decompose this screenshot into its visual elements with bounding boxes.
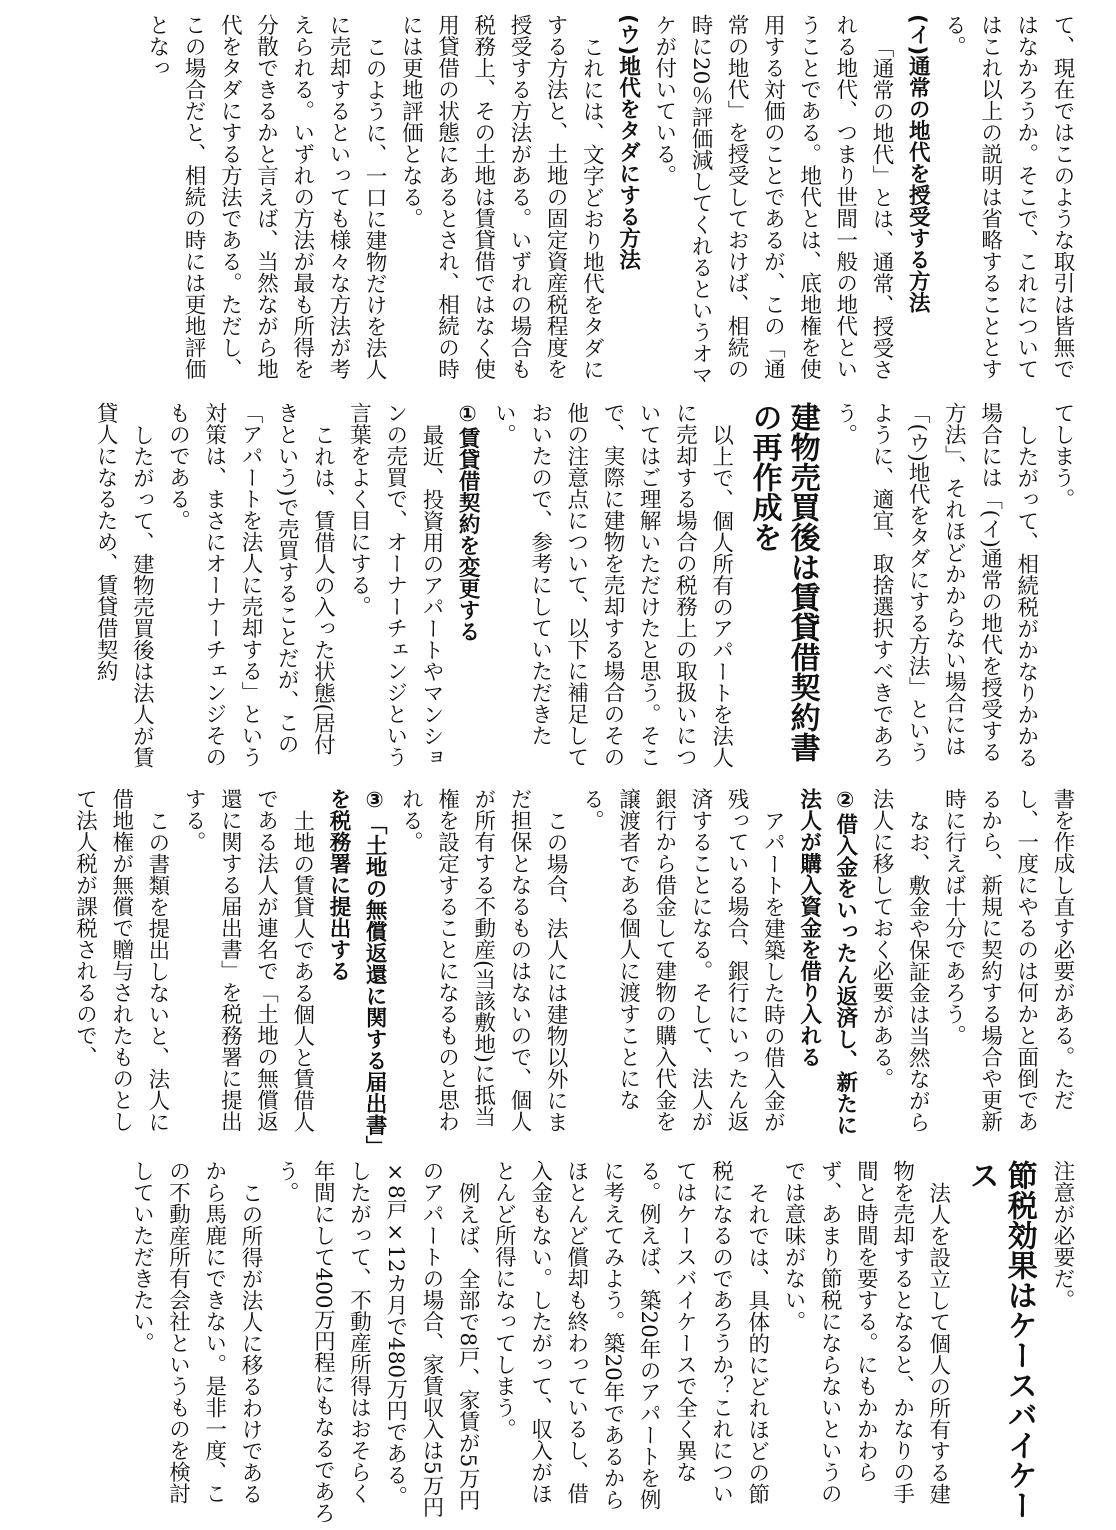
subheading-i: (イ)通常の地代を授受する方法 (905, 14, 931, 314)
paragraph: この場合、法人には建物以外にまだ担保となるものはないので、個人が所有する不動産(当該敷地)に抵当権を設定することになるものと思われる。 (398, 788, 569, 1132)
subheading-3: ③「土地の無償返還に関する届出書」を税務署に提出する (325, 788, 388, 1147)
paragraph: この書類を提出しないと、法人に借地権が無償で贈与されたものとして法人税が課税されるので、 (72, 788, 170, 1132)
subheading-2: ②借入金をいったん返済し、新たに法人が購入資金を借り入れる (796, 788, 858, 1136)
paragraph: アパートを建築した時の借入金が残っている場合、銀行にいったん返済することになる。そして、法人が銀行から借金して建物の購入代金を譲渡者である個人に渡すことになる。 (579, 788, 786, 1132)
paragraph: 以上で、個人所有のアパートを法人に売却する場合の税務上の取扱いについてはご理解いただけたと思う。そこで、実際に建物を売却する場合のその他の注意点について、以下に補足しておいたので、参考にしていただきたい。 (491, 402, 734, 768)
paragraph: 書を作成し直す必要がある。ただし、一度にやるのは何かと面倒であるから、新規に契約する場合や更新時に行えば十分であろう。 (941, 788, 1075, 1132)
paragraph: てしまう。 (1050, 402, 1075, 510)
paragraph: て、現在ではこのような取引は皆無ではなかろうか。そこで、これについてはこれ以上の説明は省略することとする。 (941, 14, 1075, 380)
paragraph: 法人を設立して個人の所有する建物を売却するとなると、かなりの手間と時間を要する。にもかかわらず、あまり節税にならないというのでは意味がない。 (780, 1160, 951, 1504)
text-tier-2 (40, 402, 1080, 772)
paragraph: この所得が法人に移るわけであるから馬鹿にできない。是非一度、この不動産所有会社というものを検討していただきたい。 (129, 1160, 263, 1504)
subheading-1: ①賃貸借契約を変更する (455, 402, 481, 642)
text-tier-4 (40, 1160, 1080, 1525)
paragraph: なお、敷金や保証金は当然ながら法人に移しておく必要がある。 (868, 788, 931, 1132)
text-tier-1 (40, 14, 1080, 394)
paragraph: 注意が必要だ。 (1050, 1160, 1075, 1311)
paragraph: 最近、投資用のアパートやマンションの売買で、オーナーチェンジという言葉をよく目にする。 (346, 402, 444, 768)
paragraph: このように、一口に建物だけを法人に売却するといっても様々な方法が考えられる。いずれの方法が最も所得を分散できるかと言えば、当然ながら地代をタダにする方法である。ただし、この場合だと、相続の時には更地評価となっ (144, 14, 388, 380)
paragraph: 「通常の地代」とは、通常、授受される地代、つまり世間一般の地代ということである。地代とは、底地権を使用する対価のことであるが、この「通常の地代」を授受しておけば、相続の時に20％評価減してくれるというオマケが付いている。 (651, 14, 894, 386)
paragraph: 土地の賃貸人である個人と賃借人である法人が連名で「土地の無償返還に関する届出書」を税務署に提出する。 (181, 788, 315, 1132)
subheading-u: (ウ)地代をタダにする方法 (615, 14, 641, 271)
text-tier-3 (40, 788, 1080, 1148)
paragraph: したがって、相続税がかなりかかる場合には「(イ)通常の地代を授受する方法」、それほどかからない場合には「(ウ)地代をタダにする方法」というように、適宜、取捨選択すべきであろう。 (832, 402, 1039, 768)
paragraph: これには、文字どおり地代をタダにする方法と、土地の固定資産税程度を授受する方法がある。いずれの場合も税務上、その土地は賃貸借ではなく使用貸借の状態にあるとされ、相続の時には更地評価となる。 (398, 14, 605, 380)
section-heading-case: 節税効果はケースバイケース (963, 1160, 1037, 1520)
section-heading-contract: 建物売買後は賃貸借契約書の再作成を (746, 402, 820, 762)
paragraph: これは、賃借人の入った状態(居付きという)で売買することだが、この「アパートを法人に売却する」という対策は、まさにオーナーチェンジそのものである。 (165, 402, 336, 768)
paragraph: それでは、具体的にどれほどの節税になるのであろうか？これについてはケースバイケースで全く異なる。例えば、築20年のアパートを例に考えてみよう。築20年であるからほとんど償却も終わっているし、借入金もない。したがって、収入がほとんど所得になってしまう。 (491, 1160, 770, 1510)
paragraph: 例えば、全部で8戸、家賃が5万円のアパートの場合、家賃収入は5万円×8戸×12カ月で480万円である。したがって、不動産所得はおそらく年間にして400万円程にもなるであろう。 (274, 1160, 481, 1524)
paragraph: したがって、建物売買後は法人が賃貸人になるため、賃貸借契約 (93, 402, 155, 768)
